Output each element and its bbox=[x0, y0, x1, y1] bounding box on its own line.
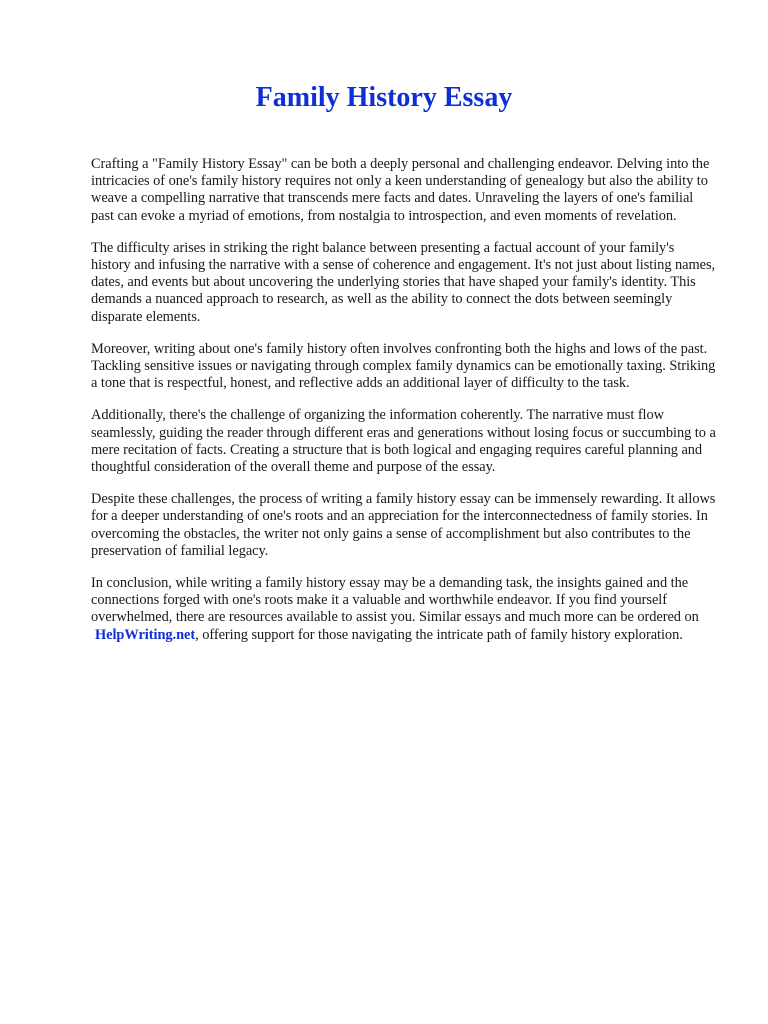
paragraph-2: The difficulty arises in striking the right balance between presenting a factual account of your family's history and infusing the narrative with a sense of coherence and engagement. It's not just about listing names, dates, and events but about uncovering the underlying stories that have shaped your family's identity. This demands a nuanced approach to research, as well as the ability to connect the dots between seemingly disparate elements. bbox=[91, 239, 716, 325]
paragraph-3: Moreover, writing about one's family history often involves confronting both the highs and lows of the past. Tackling sensitive issues or navigating through complex family dynamics can be emotionally taxing. Striking a tone that is respectful, honest, and reflective adds an additional layer of difficulty to the task. bbox=[91, 340, 716, 392]
conclusion-text-before-link: In conclusion, while writing a family history essay may be a demanding task, the insights gained and the connections forged with one's roots make it a valuable and worthwhile endeavor. If you find yourself overwhelmed, there are resources available to assist you. Similar essays and much more can be ordered on bbox=[91, 575, 699, 626]
paragraph-5: Despite these challenges, the process of writing a family history essay can be immensely rewarding. It allows for a deeper understanding of one's roots and an appreciation for the interconnectedness of family stories. In overcoming the obstacles, the writer not only gains a sense of accomplishment but also contributes to the preservation of familial legacy. bbox=[91, 491, 716, 559]
paragraph-1: Crafting a "Family History Essay" can be both a deeply personal and challenging endeavor. Delving into the intricacies of one's family history requires not only a keen understanding of genealogy but also the ability to weave a compelling narrative that transcends mere facts and dates. Unraveling the layers of one's familial past can evoke a myriad of emotions, from nostalgia to introspection, and even moments of revelation. bbox=[91, 156, 710, 224]
paragraph-4: Additionally, there's the challenge of organizing the information coherently. The narrative must flow seamlessly, guiding the reader through different eras and generations without losing focus or succumbing to a mere recitation of facts. Creating a structure that is both logical and engaging requires careful planning and thoughtful consideration of the overall theme and purpose of the essay. bbox=[91, 407, 716, 476]
helpwriting-link[interactable]: HelpWriting.net bbox=[95, 626, 196, 643]
conclusion-text-after-link: , offering support for those navigating the intricate path of family history exploration. bbox=[195, 626, 683, 643]
page-title: Family History Essay bbox=[255, 82, 513, 113]
conclusion-paragraph bbox=[91, 575, 716, 644]
